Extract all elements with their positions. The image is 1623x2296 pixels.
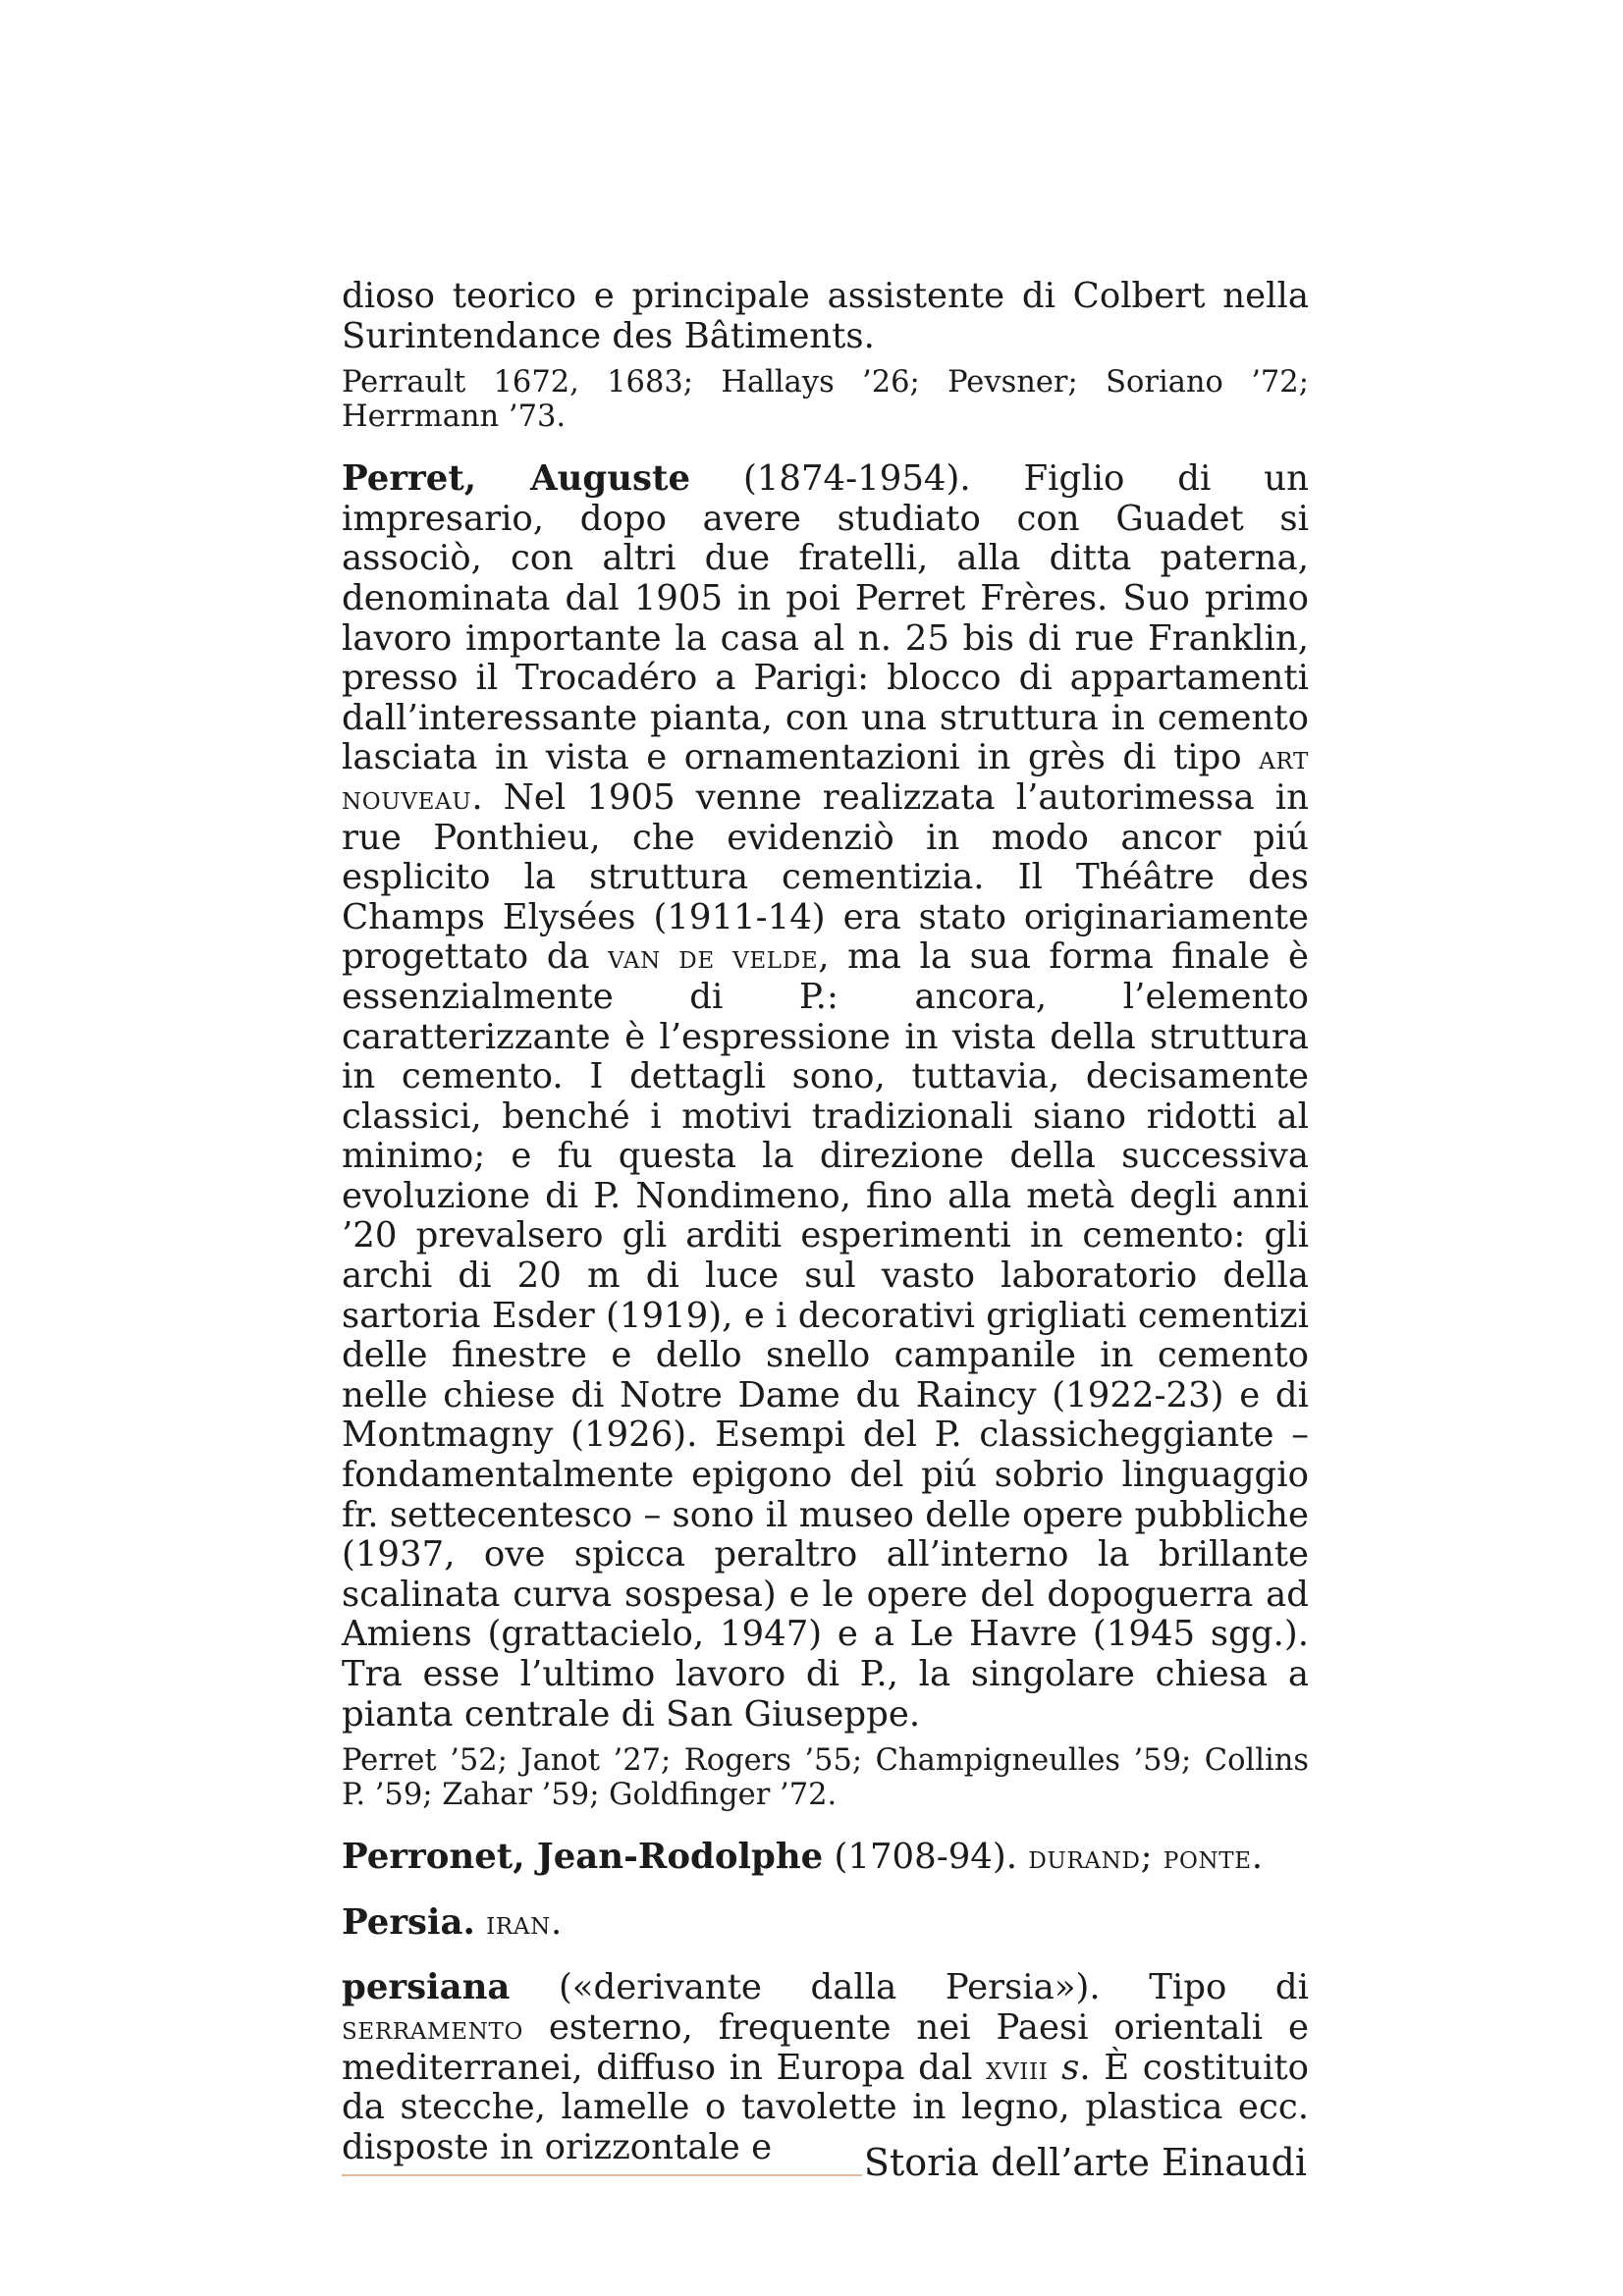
persiana-space	[1048, 2048, 1061, 2088]
entry-persia	[342, 1903, 1309, 1944]
perret-heading: Perret, Auguste	[342, 458, 691, 500]
persia-crossref-iran[interactable]: iran	[486, 1903, 551, 1942]
entry-perret	[342, 459, 1309, 1812]
perronet-body	[342, 1838, 1309, 1878]
perronet-crossref-ponte[interactable]: ponte	[1163, 1839, 1252, 1877]
persia-body	[342, 1903, 1309, 1944]
perret-body	[342, 459, 1309, 1735]
persiana-text-2: esterno, frequente nei Paesi orientali e mediterranei, diffuso in Europa dal	[342, 2006, 1309, 2088]
perret-crossref-art-nouveau[interactable]: art nouveau	[342, 739, 1309, 817]
perret-crossref-van-de-velde[interactable]: van de velde	[608, 938, 819, 977]
footer-rule	[342, 2174, 862, 2176]
perret-text-3: , ma la sua forma finale è essenzialmente di P.: ancora, l’elemento caratterizzante è l’espressione in vista della struttura in cemento. I dettagli sono, tuttavia, decisamente classici, benché i motivi tradizionali siano ridotti al minimo; e fu questa la direzione della successiva evoluzione di P. Nondimeno, fino alla metà degli anni ’20 prevalsero gli arditi esperimenti in cemento: gli archi di 20 m di luce sul vasto laboratorio della sartoria Esder (1919), e i decorativi grigliati cementizi delle finestre e dello snello campanile in cemento nelle chiese di Notre Dame du Raincy (1922-23) e di Montmagny (1926). Esempi del P. classicheggiante – fondamentalmente epigono del piú sobrio linguaggio fr. settecentesco – sono il museo delle opere pubbliche (1937, ove spicca peraltro all’interno la brillante scalinata curva sospesa) e le opere del dopoguerra ad Amiens (grattacielo, 1947) e a Le Havre (1945 sgg.). Tra esse l’ultimo lavoro di P., la singolare chiesa a pianta centrale di San Giuseppe.	[342, 936, 1309, 1735]
entry-perronet	[342, 1838, 1309, 1878]
persiana-text-3: . È costituito da stecche, lamelle o tavolette in legno, plastica ecc. disposte in orizzontale e	[342, 2047, 1309, 2167]
persia-space	[475, 1902, 486, 1943]
continuation-bibliography: Perrault 1672, 1683; Hallays ’26; Pevsner; Soriano ’72; Herrmann ’73.	[342, 365, 1309, 434]
perret-text-2: . Nel 1905 venne realizzata l’autorimessa in rue Ponthieu, che evidenziò in modo ancor piú esplicito la struttura cementizia. Il Théâtre des Champs Elysées (1911-14) era stato originariamente progettato da	[342, 776, 1309, 978]
perronet-text-1: (1708-94).	[823, 1837, 1029, 1878]
persiana-century: xviii	[985, 2049, 1049, 2087]
persiana-heading: persiana	[342, 1967, 511, 2008]
perronet-crossref-durand[interactable]: durand	[1028, 1839, 1141, 1877]
persiana-crossref-serramento[interactable]: serramento	[342, 2008, 523, 2047]
perronet-separator: ;	[1140, 1837, 1163, 1878]
persiana-abbr: s	[1061, 2047, 1080, 2088]
perronet-end: .	[1251, 1837, 1263, 1878]
perret-bibliography: Perret ’52; Janot ’27; Rogers ’55; Champigneulles ’59; Collins P. ’59; Zahar ’59; Goldfinger ’72.	[342, 1743, 1309, 1812]
continuation-text: dioso teorico e principale assistente di Colbert nella Surintendance des Bâtiments.	[342, 276, 1309, 356]
persiana-text-1: («derivante dalla Persia»). Tipo di	[510, 1967, 1309, 2008]
footer-publisher: Storia dell’arte Einaudi	[863, 2141, 1307, 2184]
page-footer	[342, 2138, 1309, 2187]
persia-heading: Persia.	[342, 1901, 475, 1943]
perret-text-1: (1874-1954). Figlio di un impresario, dopo avere studiato con Guadet si associò, con altri due fratelli, alla ditta paterna, denominata dal 1905 in poi Perret Frères. Suo primo lavoro importante la casa al n. 25 bis di rue Franklin, presso il Trocadéro a Parigi: blocco di appartamenti dall’interessante pianta, con una struttura in cemento lasciata in vista e ornamentazioni in grès di tipo	[342, 458, 1309, 778]
perronet-heading: Perronet, Jean-Rodolphe	[342, 1837, 824, 1878]
page-body	[342, 277, 1309, 2167]
entry-continuation	[342, 277, 1309, 434]
persia-end: .	[550, 1901, 563, 1943]
